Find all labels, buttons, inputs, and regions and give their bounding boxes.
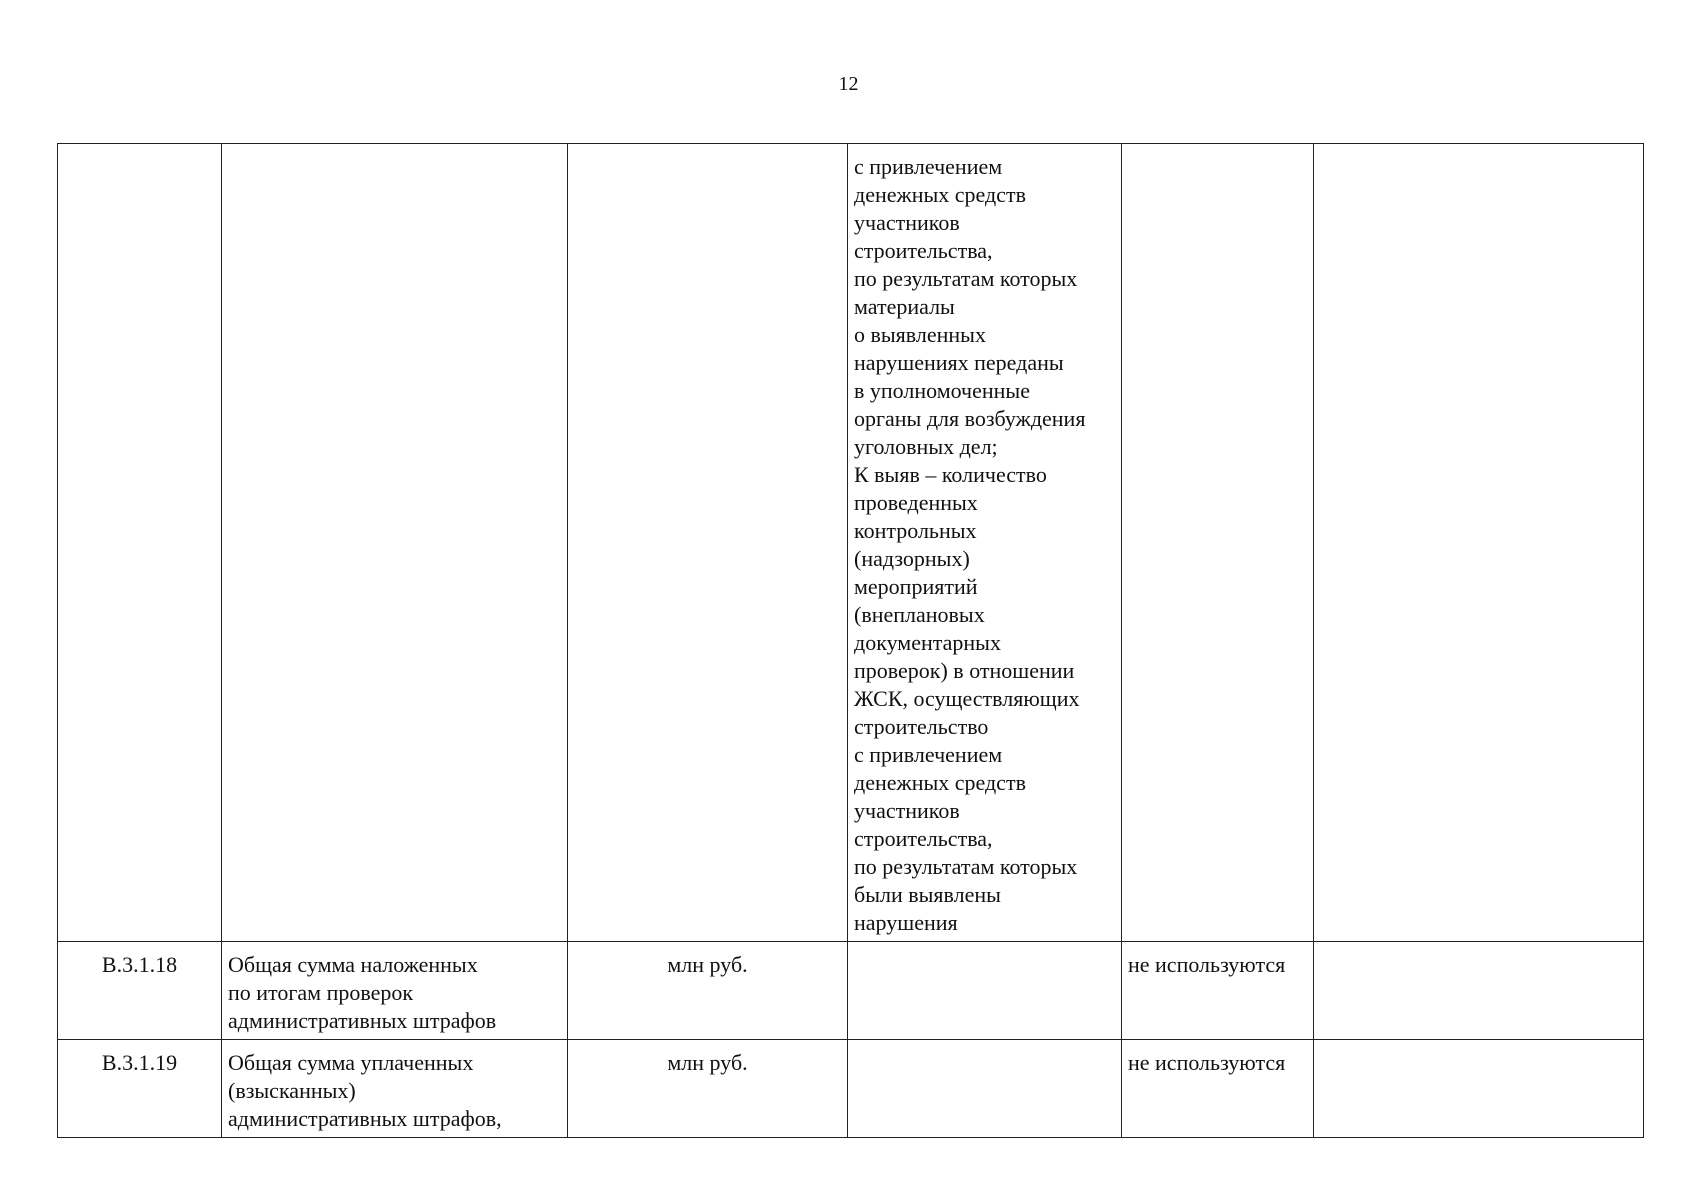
indicator-note: не используются: [1128, 952, 1286, 977]
cell-extra: [1314, 942, 1644, 1040]
indicator-name: Общая сумма уплаченных (взысканных) административных штрафов,: [228, 1050, 502, 1131]
cell-note: [1122, 1040, 1314, 1138]
cell-name: [222, 1040, 568, 1138]
cell-formula: [848, 942, 1122, 1040]
indicator-table: [57, 143, 1644, 1138]
cell-note: [1122, 144, 1314, 942]
cell-unit: [568, 144, 848, 942]
cell-extra: [1314, 1040, 1644, 1138]
cell-code: [58, 1040, 222, 1138]
cell-unit: [568, 942, 848, 1040]
table-row: [58, 1040, 1644, 1138]
table-row-continued: [58, 144, 1644, 942]
cell-code: [58, 942, 222, 1040]
indicator-unit: млн руб.: [667, 1050, 748, 1075]
indicator-name: Общая сумма наложенных по итогам проверок административных штрафов: [228, 952, 497, 1033]
indicator-code: В.3.1.19: [101, 1050, 178, 1075]
indicator-code: В.3.1.18: [101, 952, 178, 977]
formula-text: с привлечением денежных средств участников строительства, по результатам которых материалы о выявленных нарушениях переданы в уполномоченные органы для возбуждения уголовных дел; К выяв – количество проведенных контрольных (надзорных) мероприятий (внеплановых документарных проверок) в отношении ЖСК, осуществляющих строительство с привлечением денежных средств участников строительства, по результатам которых были выявлены нарушения: [854, 154, 1086, 935]
page-number: 12: [838, 73, 859, 95]
cell-unit: [568, 1040, 848, 1138]
cell-formula: [848, 1040, 1122, 1138]
cell-formula: [848, 144, 1122, 942]
cell-name: [222, 144, 568, 942]
cell-name: [222, 942, 568, 1040]
table-row: [58, 942, 1644, 1040]
cell-code: [58, 144, 222, 942]
indicator-unit: млн руб.: [667, 952, 748, 977]
cell-note: [1122, 942, 1314, 1040]
indicator-note: не используются: [1128, 1050, 1286, 1075]
cell-extra: [1314, 144, 1644, 942]
